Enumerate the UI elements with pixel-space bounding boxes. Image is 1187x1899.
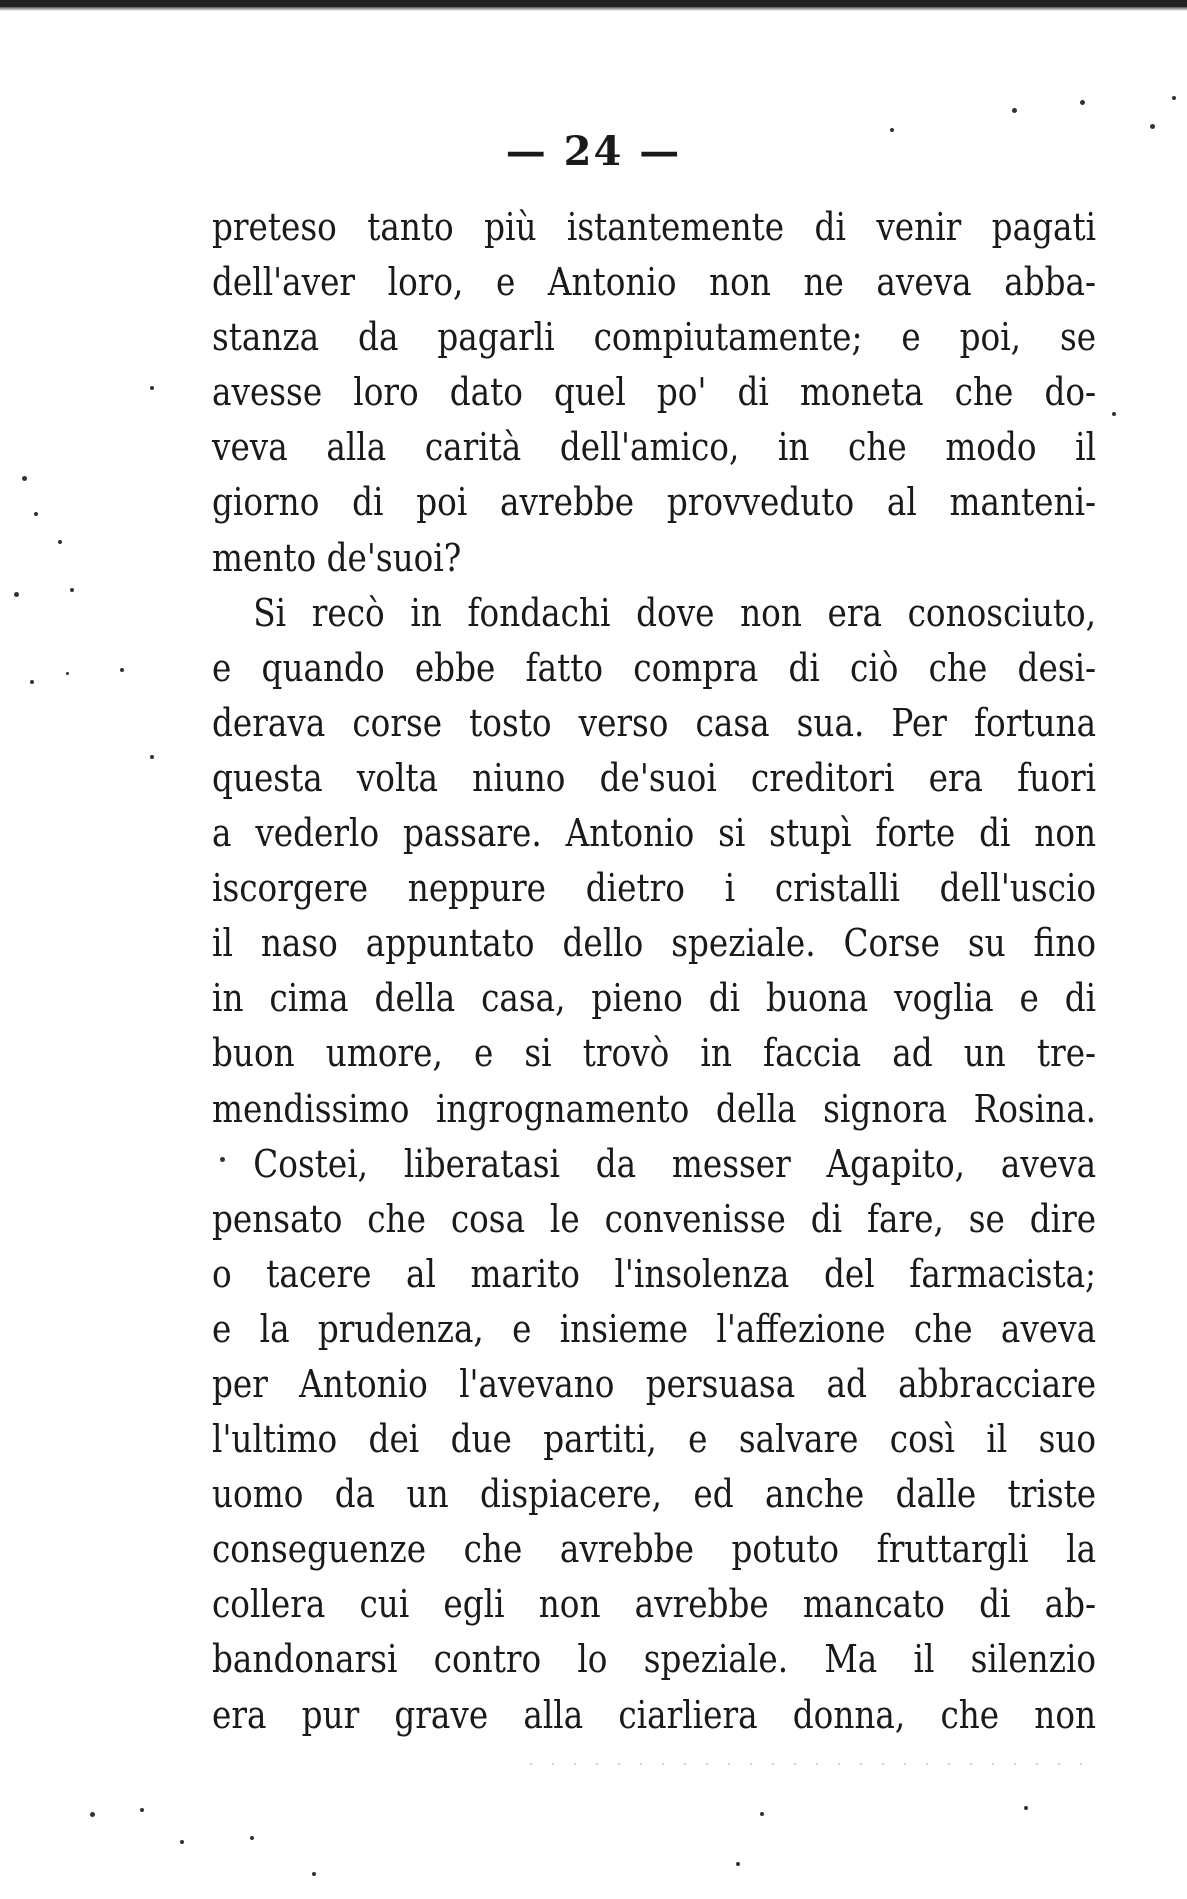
text-line: iscorgere neppure dietro i cristalli dell'uscio <box>212 866 1097 911</box>
scan-speck <box>30 680 34 684</box>
scan-speck <box>70 588 74 592</box>
scan-speck <box>140 1808 144 1812</box>
text-line: o tacere al marito l'insolenza del farmacista; <box>212 1251 1097 1296</box>
scan-speck <box>312 1872 316 1876</box>
text-line: e quando ebbe fatto compra di ciò che desi- <box>212 645 1097 690</box>
text-line: giorno di poi avrebbe provveduto al manteni- <box>212 480 1097 525</box>
text-line: Costei, liberatasi da messer Agapito, aveva <box>253 1141 1097 1186</box>
scan-speck <box>120 668 124 672</box>
scan-top-edge-shadow <box>0 7 1187 11</box>
text-line: buon umore, e si trovò in faccia ad un tre- <box>212 1031 1097 1076</box>
scan-speck <box>1172 96 1176 100</box>
scan-speck <box>150 755 154 759</box>
scan-speck <box>22 476 27 481</box>
text-line: a vederlo passare. Antonio si stupì forte di non <box>212 811 1097 856</box>
scan-speck <box>736 1862 740 1866</box>
text-line: mendissimo ingrognamento della signora Rosina. <box>212 1086 1097 1131</box>
scan-speck <box>34 512 38 516</box>
text-line: veva alla carità dell'amico, in che modo il <box>212 425 1097 470</box>
body-text <box>212 200 1096 1743</box>
scan-top-edge <box>0 0 1187 7</box>
scan-speck <box>1080 100 1085 105</box>
text-line: bandonarsi contro lo speziale. Ma il silenzio <box>212 1637 1097 1682</box>
text-line: collera cui egli non avrebbe mancato di ab- <box>212 1582 1097 1627</box>
scan-speck <box>66 672 69 675</box>
text-line: era pur grave alla ciarliera donna, che non <box>212 1692 1097 1737</box>
bleed-through-marks <box>520 1758 1100 1772</box>
text-line: pensato che cosa le convenisse di fare, se dire <box>212 1196 1097 1241</box>
scan-speck <box>14 592 19 597</box>
scan-speck <box>1012 108 1017 113</box>
scan-speck <box>250 1836 254 1840</box>
text-line: l'ultimo dei due partiti, e salvare così il suo <box>212 1417 1097 1462</box>
text-line: questa volta niuno de'suoi creditori era fuori <box>212 755 1097 800</box>
text-line: avesse loro dato quel po' di moneta che do- <box>212 370 1097 415</box>
text-line: e la prudenza, e insieme l'affezione che aveva <box>212 1306 1097 1351</box>
scan-speck <box>890 128 894 132</box>
scan-speck <box>150 386 154 390</box>
scan-speck <box>180 1840 184 1844</box>
page-number: — 24 — <box>505 128 682 175</box>
text-line: per Antonio l'avevano persuasa ad abbracciare <box>212 1361 1097 1406</box>
scan-speck <box>58 540 62 544</box>
text-line: dell'aver loro, e Antonio non ne aveva abba- <box>212 260 1097 305</box>
text-line: stanza da pagarli compiutamente; e poi, se <box>212 315 1097 360</box>
text-line: derava corse tosto verso casa sua. Per fortuna <box>212 700 1097 745</box>
text-line: il naso appuntato dello speziale. Corse su fino <box>212 921 1097 966</box>
text-line: preteso tanto più istantemente di venir pagati <box>212 205 1097 249</box>
scan-speck <box>760 1812 764 1816</box>
scan-speck <box>1150 124 1155 129</box>
scan-speck <box>1024 1806 1028 1810</box>
text-line: conseguenze che avrebbe potuto fruttargli la <box>212 1527 1097 1572</box>
text-line: in cima della casa, pieno di buona voglia e di <box>212 976 1097 1021</box>
scan-speck <box>90 1812 95 1817</box>
text-line: mento de'suoi? <box>212 535 462 580</box>
scan-speck <box>1112 412 1116 416</box>
scan-speck <box>220 1157 225 1162</box>
text-line: uomo da un dispiacere, ed anche dalle triste <box>212 1472 1097 1517</box>
text-line: Si recò in fondachi dove non era conosciuto, <box>253 590 1097 635</box>
